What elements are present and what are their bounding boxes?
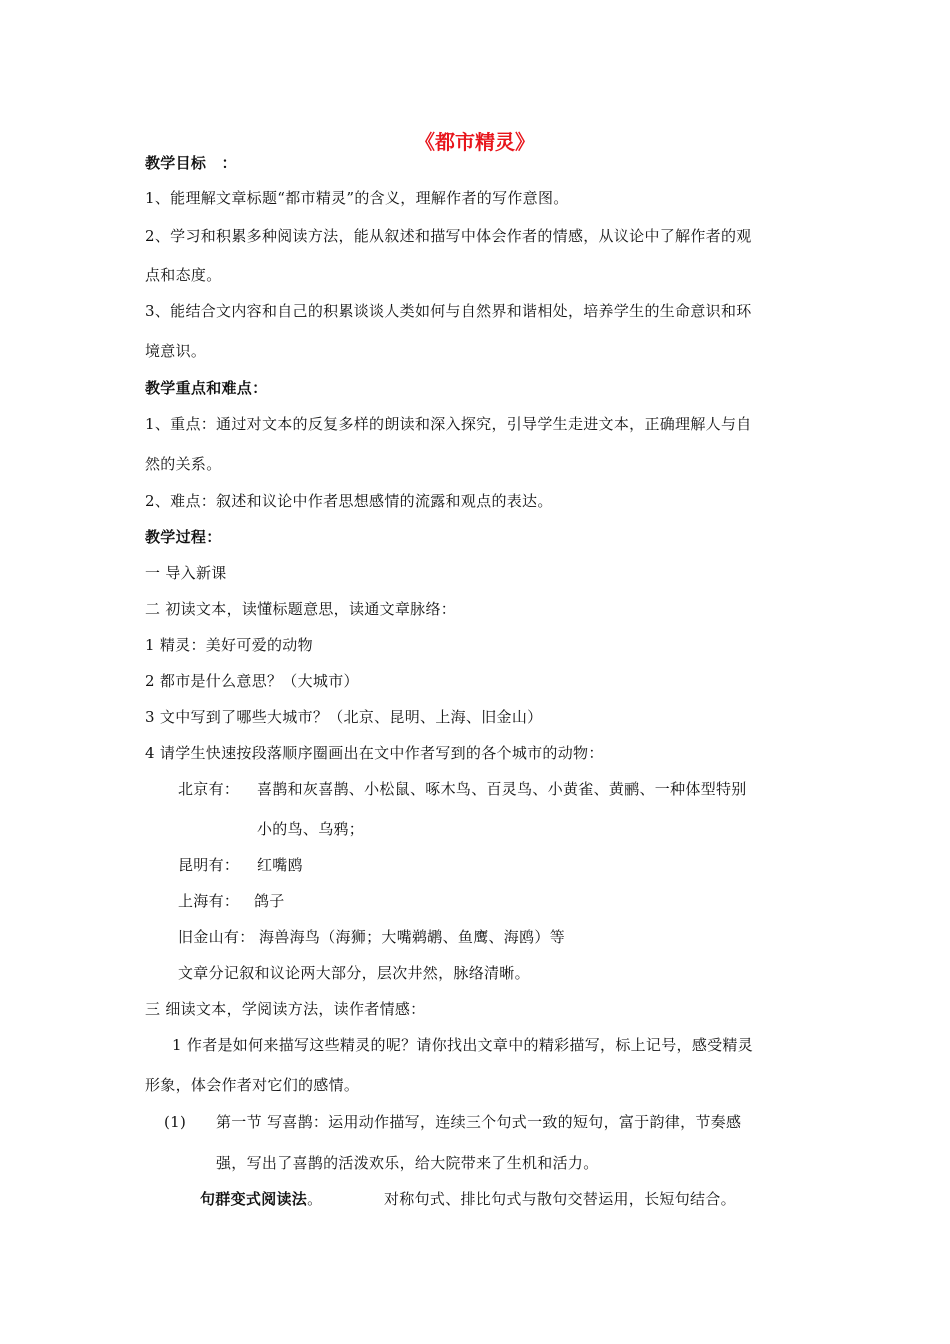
paragraph-1-number: (1): [164, 1113, 187, 1131]
goal-item-3-line-2: 境意识。: [145, 342, 207, 360]
beijing-animals-line-1: 喜鹊和灰喜鹊、小松鼠、啄木鸟、百灵鸟、小黄雀、黄鹂、一种体型特别: [257, 780, 747, 798]
process-section-3-item-1-line-1: 1 作者是如何来描写这些精灵的呢？请你找出文章中的精彩描写，标上记号，感受精灵: [172, 1036, 754, 1054]
process-section-2-item-3: 3 文中写到了哪些大城市？（北京、昆明、上海、旧金山）: [145, 708, 543, 726]
sanfrancisco-animals: 海兽海鸟（海狮；大嘴鹈鹕、鱼鹰、海鸥）等: [259, 928, 566, 946]
key-item-1-line-1: 1、重点：通过对文本的反复多样的朗读和深入探究，引导学生走进文本，正确理解人与自: [145, 415, 752, 433]
reading-method-description: 对称句式、排比句式与散句交替运用，长短句结合。: [384, 1190, 736, 1208]
goals-heading: 教学目标 ：: [145, 154, 237, 172]
shanghai-label: 上海有：: [178, 892, 240, 910]
beijing-animals-line-2: 小的鸟、乌鸦；: [257, 820, 365, 838]
process-section-3-item-1-line-2: 形象，体会作者对它们的感情。: [145, 1076, 360, 1094]
document-title: 《都市精灵》: [415, 130, 535, 154]
process-section-3: 三 细读文本，学阅读方法，读作者情感：: [145, 1000, 426, 1018]
process-section-1: 一 导入新课: [145, 564, 227, 582]
beijing-label: 北京有：: [178, 780, 240, 798]
sanfrancisco-label: 旧金山有：: [178, 928, 255, 946]
process-section-2-item-2: 2 都市是什么意思？（大城市）: [145, 672, 359, 690]
goal-item-3-line-1: 3、能结合文内容和自己的积累谈谈人类如何与自然界和谐相处，培养学生的生命意识和环: [145, 302, 752, 320]
paragraph-1-line-2: 强，写出了喜鹊的活泼欢乐，给大院带来了生机和活力。: [216, 1154, 599, 1172]
goal-item-2-line-2: 点和态度。: [145, 266, 222, 284]
process-heading: 教学过程：: [145, 528, 222, 546]
reading-method-name: [200, 1189, 322, 1209]
paragraph-1-line-1: 第一节 写喜鹊：运用动作描写，连续三个句式一致的短句，富于韵律，节奏感: [216, 1113, 742, 1131]
shanghai-animals: 鸽子: [254, 892, 285, 910]
kunming-label: 昆明有：: [178, 856, 240, 874]
reading-method-period: 。: [307, 1190, 323, 1208]
process-section-2: 二 初读文本，读懂标题意思，读通文章脉络：: [145, 600, 457, 618]
key-item-1-line-2: 然的关系。: [145, 455, 222, 473]
process-section-2-item-4: 4 请学生快速按段落顺序圈画出在文中作者写到的各个城市的动物：: [145, 744, 604, 762]
goal-item-2-line-1: 2、学习和积累多种阅读方法，能从叙述和描写中体会作者的情感，从议论中了解作者的观: [145, 227, 752, 245]
key-item-2: 2、难点：叙述和议论中作者思想感情的流露和观点的表达。: [145, 492, 553, 510]
key-heading: 教学重点和难点：: [145, 379, 268, 397]
kunming-animals: 红嘴鸥: [257, 856, 303, 874]
process-section-2-item-1: 1 精灵：美好可爱的动物: [145, 636, 313, 654]
reading-method-bold: 句群变式阅读法: [200, 1190, 308, 1208]
structure-summary: 文章分记叙和议论两大部分，层次井然，脉络清晰。: [178, 964, 530, 982]
goal-item-1: 1、能理解文章标题“都市精灵”的含义，理解作者的写作意图。: [145, 189, 569, 207]
